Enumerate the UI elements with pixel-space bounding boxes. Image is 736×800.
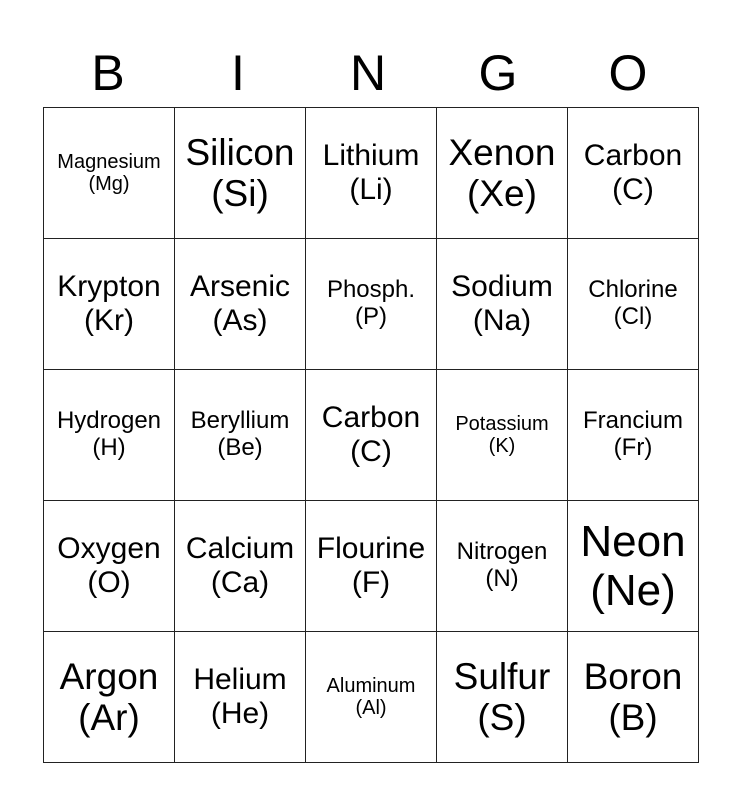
element-symbol: (F) — [351, 566, 391, 599]
element-name: Boron — [583, 655, 683, 697]
bingo-cell[interactable] — [44, 239, 175, 370]
cell-content — [306, 370, 436, 500]
cell-content — [437, 239, 567, 369]
element-symbol: (Be) — [217, 434, 263, 461]
element-name: Nitrogen — [456, 538, 548, 566]
element-name: Phosph. — [326, 276, 416, 304]
element-symbol: (H) — [92, 434, 126, 461]
cell-content — [44, 239, 174, 369]
cell-content — [568, 501, 698, 631]
element-name: Xenon — [448, 131, 556, 173]
cell-content — [175, 501, 305, 631]
element-name: Carbon — [321, 401, 421, 435]
bingo-cell[interactable] — [175, 370, 306, 501]
element-name: Sulfur — [453, 655, 551, 697]
bingo-cell[interactable] — [44, 108, 175, 239]
element-symbol: (Ca) — [210, 566, 270, 599]
element-name: Silicon — [185, 131, 295, 173]
element-name: Calcium — [185, 532, 295, 566]
bingo-cell[interactable] — [175, 108, 306, 239]
cell-content — [175, 108, 305, 238]
element-symbol: (Fr) — [613, 434, 653, 461]
cell-content — [437, 501, 567, 631]
header-letter-n: N — [349, 45, 387, 101]
cell-content — [44, 632, 174, 762]
element-name: Argon — [59, 655, 159, 697]
element-symbol: (Xe) — [467, 173, 537, 214]
bingo-grid — [43, 107, 699, 763]
bingo-cell[interactable] — [175, 501, 306, 632]
cell-content — [44, 108, 174, 238]
cell-content — [437, 370, 567, 500]
bingo-cell[interactable] — [306, 632, 437, 763]
header-letter-b: B — [91, 45, 125, 101]
bingo-cell[interactable] — [306, 239, 437, 370]
cell-content — [568, 370, 698, 500]
grid-row — [44, 239, 699, 370]
cell-content — [568, 632, 698, 762]
element-symbol: (P) — [355, 303, 387, 330]
element-symbol: (Ar) — [78, 697, 140, 738]
bingo-cell[interactable] — [306, 108, 437, 239]
element-name: Chlorine — [588, 276, 678, 304]
element-name: Lithium — [322, 139, 420, 173]
element-name: Magnesium — [57, 150, 161, 173]
bingo-cell[interactable] — [306, 370, 437, 501]
element-symbol: (Mg) — [88, 173, 130, 195]
element-name: Oxygen — [57, 532, 161, 566]
element-symbol: (Kr) — [84, 304, 134, 337]
element-name: Beryllium — [190, 407, 290, 435]
element-name: Flourine — [316, 532, 426, 566]
bingo-cell[interactable] — [175, 632, 306, 763]
bingo-cell[interactable] — [568, 370, 699, 501]
element-symbol: (Ne) — [590, 566, 676, 615]
bingo-header — [43, 40, 693, 106]
bingo-cell[interactable] — [437, 370, 568, 501]
bingo-cell[interactable] — [437, 501, 568, 632]
bingo-cell[interactable] — [175, 239, 306, 370]
bingo-cell[interactable] — [568, 108, 699, 239]
grid-row — [44, 370, 699, 501]
element-symbol: (N) — [485, 565, 519, 592]
bingo-cell[interactable] — [306, 501, 437, 632]
cell-content — [175, 632, 305, 762]
cell-content — [568, 239, 698, 369]
header-letter-g: G — [478, 45, 518, 101]
element-name: Neon — [580, 516, 686, 566]
bingo-cell[interactable] — [44, 632, 175, 763]
cell-content — [437, 108, 567, 238]
grid-row — [44, 632, 699, 763]
element-symbol: (Na) — [472, 304, 532, 337]
element-name: Krypton — [57, 270, 161, 304]
grid-row — [44, 108, 699, 239]
bingo-cell[interactable] — [437, 108, 568, 239]
element-symbol: (He) — [210, 697, 270, 730]
bingo-cell[interactable] — [568, 501, 699, 632]
element-name: Potassium — [455, 412, 549, 435]
cell-content — [568, 108, 698, 238]
cell-content — [306, 108, 436, 238]
bingo-cell[interactable] — [568, 239, 699, 370]
header-letter-i: I — [231, 45, 245, 101]
bingo-cell[interactable] — [44, 370, 175, 501]
element-symbol: (S) — [477, 697, 527, 738]
bingo-cell[interactable] — [437, 632, 568, 763]
element-symbol: (As) — [212, 304, 268, 337]
element-name: Carbon — [583, 139, 683, 173]
element-symbol: (Cl) — [613, 303, 653, 330]
cell-content — [175, 239, 305, 369]
cell-content — [306, 501, 436, 631]
element-symbol: (C) — [612, 173, 654, 206]
grid-row — [44, 501, 699, 632]
header-letter-o: O — [608, 45, 648, 101]
element-name: Hydrogen — [56, 407, 162, 435]
bingo-cell[interactable] — [44, 501, 175, 632]
cell-content — [306, 632, 436, 762]
cell-content — [44, 370, 174, 500]
element-symbol: (Al) — [355, 697, 387, 719]
element-name: Arsenic — [189, 270, 291, 304]
cell-content — [306, 239, 436, 369]
cell-content — [437, 632, 567, 762]
element-symbol: (K) — [488, 435, 516, 457]
element-symbol: (Li) — [349, 173, 393, 206]
element-symbol: (B) — [608, 697, 658, 738]
cell-content — [175, 370, 305, 500]
cell-content — [44, 501, 174, 631]
element-name: Helium — [193, 663, 287, 697]
element-name: Aluminum — [326, 674, 416, 697]
element-name: Francium — [582, 407, 684, 435]
element-symbol: (C) — [350, 435, 392, 468]
bingo-cell[interactable] — [568, 632, 699, 763]
element-name: Sodium — [451, 270, 553, 304]
bingo-cell[interactable] — [437, 239, 568, 370]
element-symbol: (Si) — [211, 173, 269, 214]
element-symbol: (O) — [87, 566, 131, 599]
